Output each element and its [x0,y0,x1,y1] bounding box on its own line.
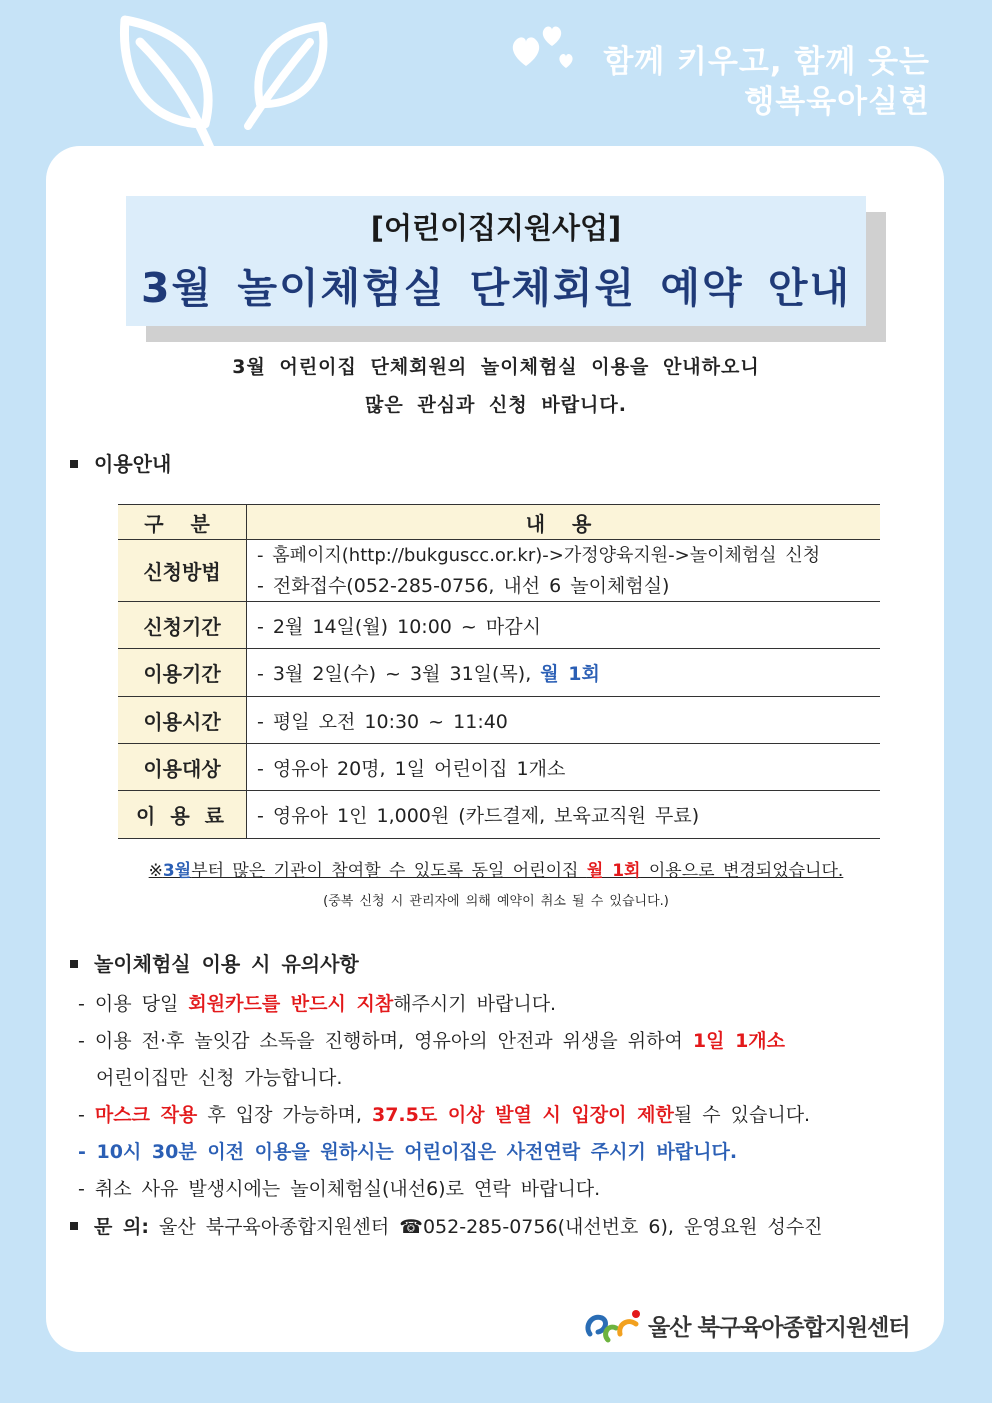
apply-method-phone: - 전화접수(052-285-0756, 내선 6 놀이체험실) [257,574,670,597]
row-label: 이 용 료 [118,791,247,839]
caution-highlight: 10시 30분 이전 이용을 원하시는 어린이집은 사전연락 주시기 바랍니다. [96,1141,738,1163]
square-bullet-icon [70,460,78,468]
caution-highlight: 회원카드를 반드시 지참 [188,993,394,1015]
contact-phone: 052-285-0756(내선번호 6), 운영요원 성수진 [422,1216,823,1238]
row-value [247,540,881,602]
caution-text: 후 입장 가능하며, [197,1104,372,1126]
section-caution-label: 놀이체험실 이용 시 유의사항 [94,952,359,976]
caution-item [78,1134,810,1171]
usage-table [118,504,880,839]
table-row [118,602,880,649]
page-title: 3월 놀이체험실 단체회원 예약 안내 [140,264,852,312]
row-label: 신청기간 [118,602,247,649]
square-bullet-icon [70,960,78,968]
footer-org-name: 울산 북구육아종합지원센터 [648,1314,910,1341]
table-header-row [118,505,880,540]
table-row [118,791,880,839]
row-value: - 영유아 20명, 1일 어린이집 1개소 [247,744,881,791]
note-month: 3월 [162,861,192,881]
caution-text: - [78,1104,95,1126]
slogan-line1: 함께 키우고, 함께 웃는 [603,44,930,80]
apply-method-web: - 홈페이지(http://bukguscc.or.kr)->가정양육지원->놀이체험실 신청 [257,544,821,566]
leaf-left-icon [110,12,230,150]
row-label: 이용시간 [118,697,247,744]
table-row [118,744,880,791]
caution-text: - 이용 전·후 놀잇감 소독을 진행하며, 영유아의 안전과 위생을 위하여 [78,1030,693,1052]
hearts-icon [508,18,578,78]
row-label: 신청방법 [118,540,247,602]
table-row [118,540,880,602]
row-label: 이용기간 [118,649,247,697]
contact-org: 울산 북구육아종합지원센터 [148,1216,400,1238]
caution-text: - [78,1141,97,1163]
intro-text [0,348,992,424]
note-mid: 부터 많은 기관이 참여할 수 있도록 동일 어린이집 [191,861,587,881]
row-value: - 평일 오전 10:30 ~ 11:40 [247,697,881,744]
section-caution-heading [70,948,359,977]
title-box [126,196,866,326]
intro-line2: 많은 관심과 신청 바랍니다. [365,394,627,416]
contact-label: 문 의: [94,1216,149,1238]
note-mark: ※ [148,861,163,881]
caution-item [78,1097,810,1134]
phone-icon: ☎ [399,1216,423,1238]
section-usage-label: 이용안내 [94,452,172,476]
section-usage-heading [70,448,171,477]
row-value: - 영유아 1인 1,000원 (카드결제, 보육교직원 무료) [247,791,881,839]
title-sub: [어린이집지원사업] [370,211,622,245]
note-suffix: 이용으로 변경되었습니다. [640,861,844,881]
caution-text: 될 수 있습니다. [673,1104,811,1126]
caution-item: 어린이집만 신청 가능합니다. [96,1067,343,1089]
note-highlight: 월 1회 [586,861,641,881]
table-row [118,649,880,697]
table-header-content: 내 용 [247,505,881,540]
caution-text: 해주시기 바랍니다. [393,993,557,1015]
contact-info [70,1212,823,1239]
caution-highlight: 37.5도 이상 발열 시 입장이 제한 [371,1104,674,1126]
table-row [118,697,880,744]
footer-logo [582,1304,910,1346]
intro-line1: 3월 어린이집 단체회원의 놀이체험실 이용을 안내하오니 [232,356,760,378]
caution-item [78,986,810,1023]
caution-item: - 취소 사유 발생시에는 놀이체험실(내선6)로 연락 바랍니다. [78,1178,601,1200]
caution-highlight: 1일 1개소 [692,1030,786,1052]
slogan [603,42,930,122]
change-notice [0,856,992,881]
square-bullet-icon [70,1222,78,1230]
leaf-right-icon [244,20,334,130]
row-value: - 2월 14일(월) 10:00 ~ 마감시 [247,602,881,649]
usage-period-text: - 3월 2일(수) ~ 3월 31일(목), [257,663,541,685]
usage-period-highlight: 월 1회 [540,663,600,685]
slogan-line2: 행복육아실현 [744,84,930,120]
center-logo-icon [582,1304,644,1346]
caution-text: - 이용 당일 [78,993,189,1015]
caution-highlight: 마스크 작용 [94,1104,198,1126]
duplicate-notice: (중복 신청 시 관리자에 의해 예약이 취소 될 수 있습니다.) [323,894,669,909]
table-header-category: 구 분 [118,505,247,540]
row-value [247,649,881,697]
row-label: 이용대상 [118,744,247,791]
caution-item [78,1023,810,1060]
caution-list [78,986,810,1208]
